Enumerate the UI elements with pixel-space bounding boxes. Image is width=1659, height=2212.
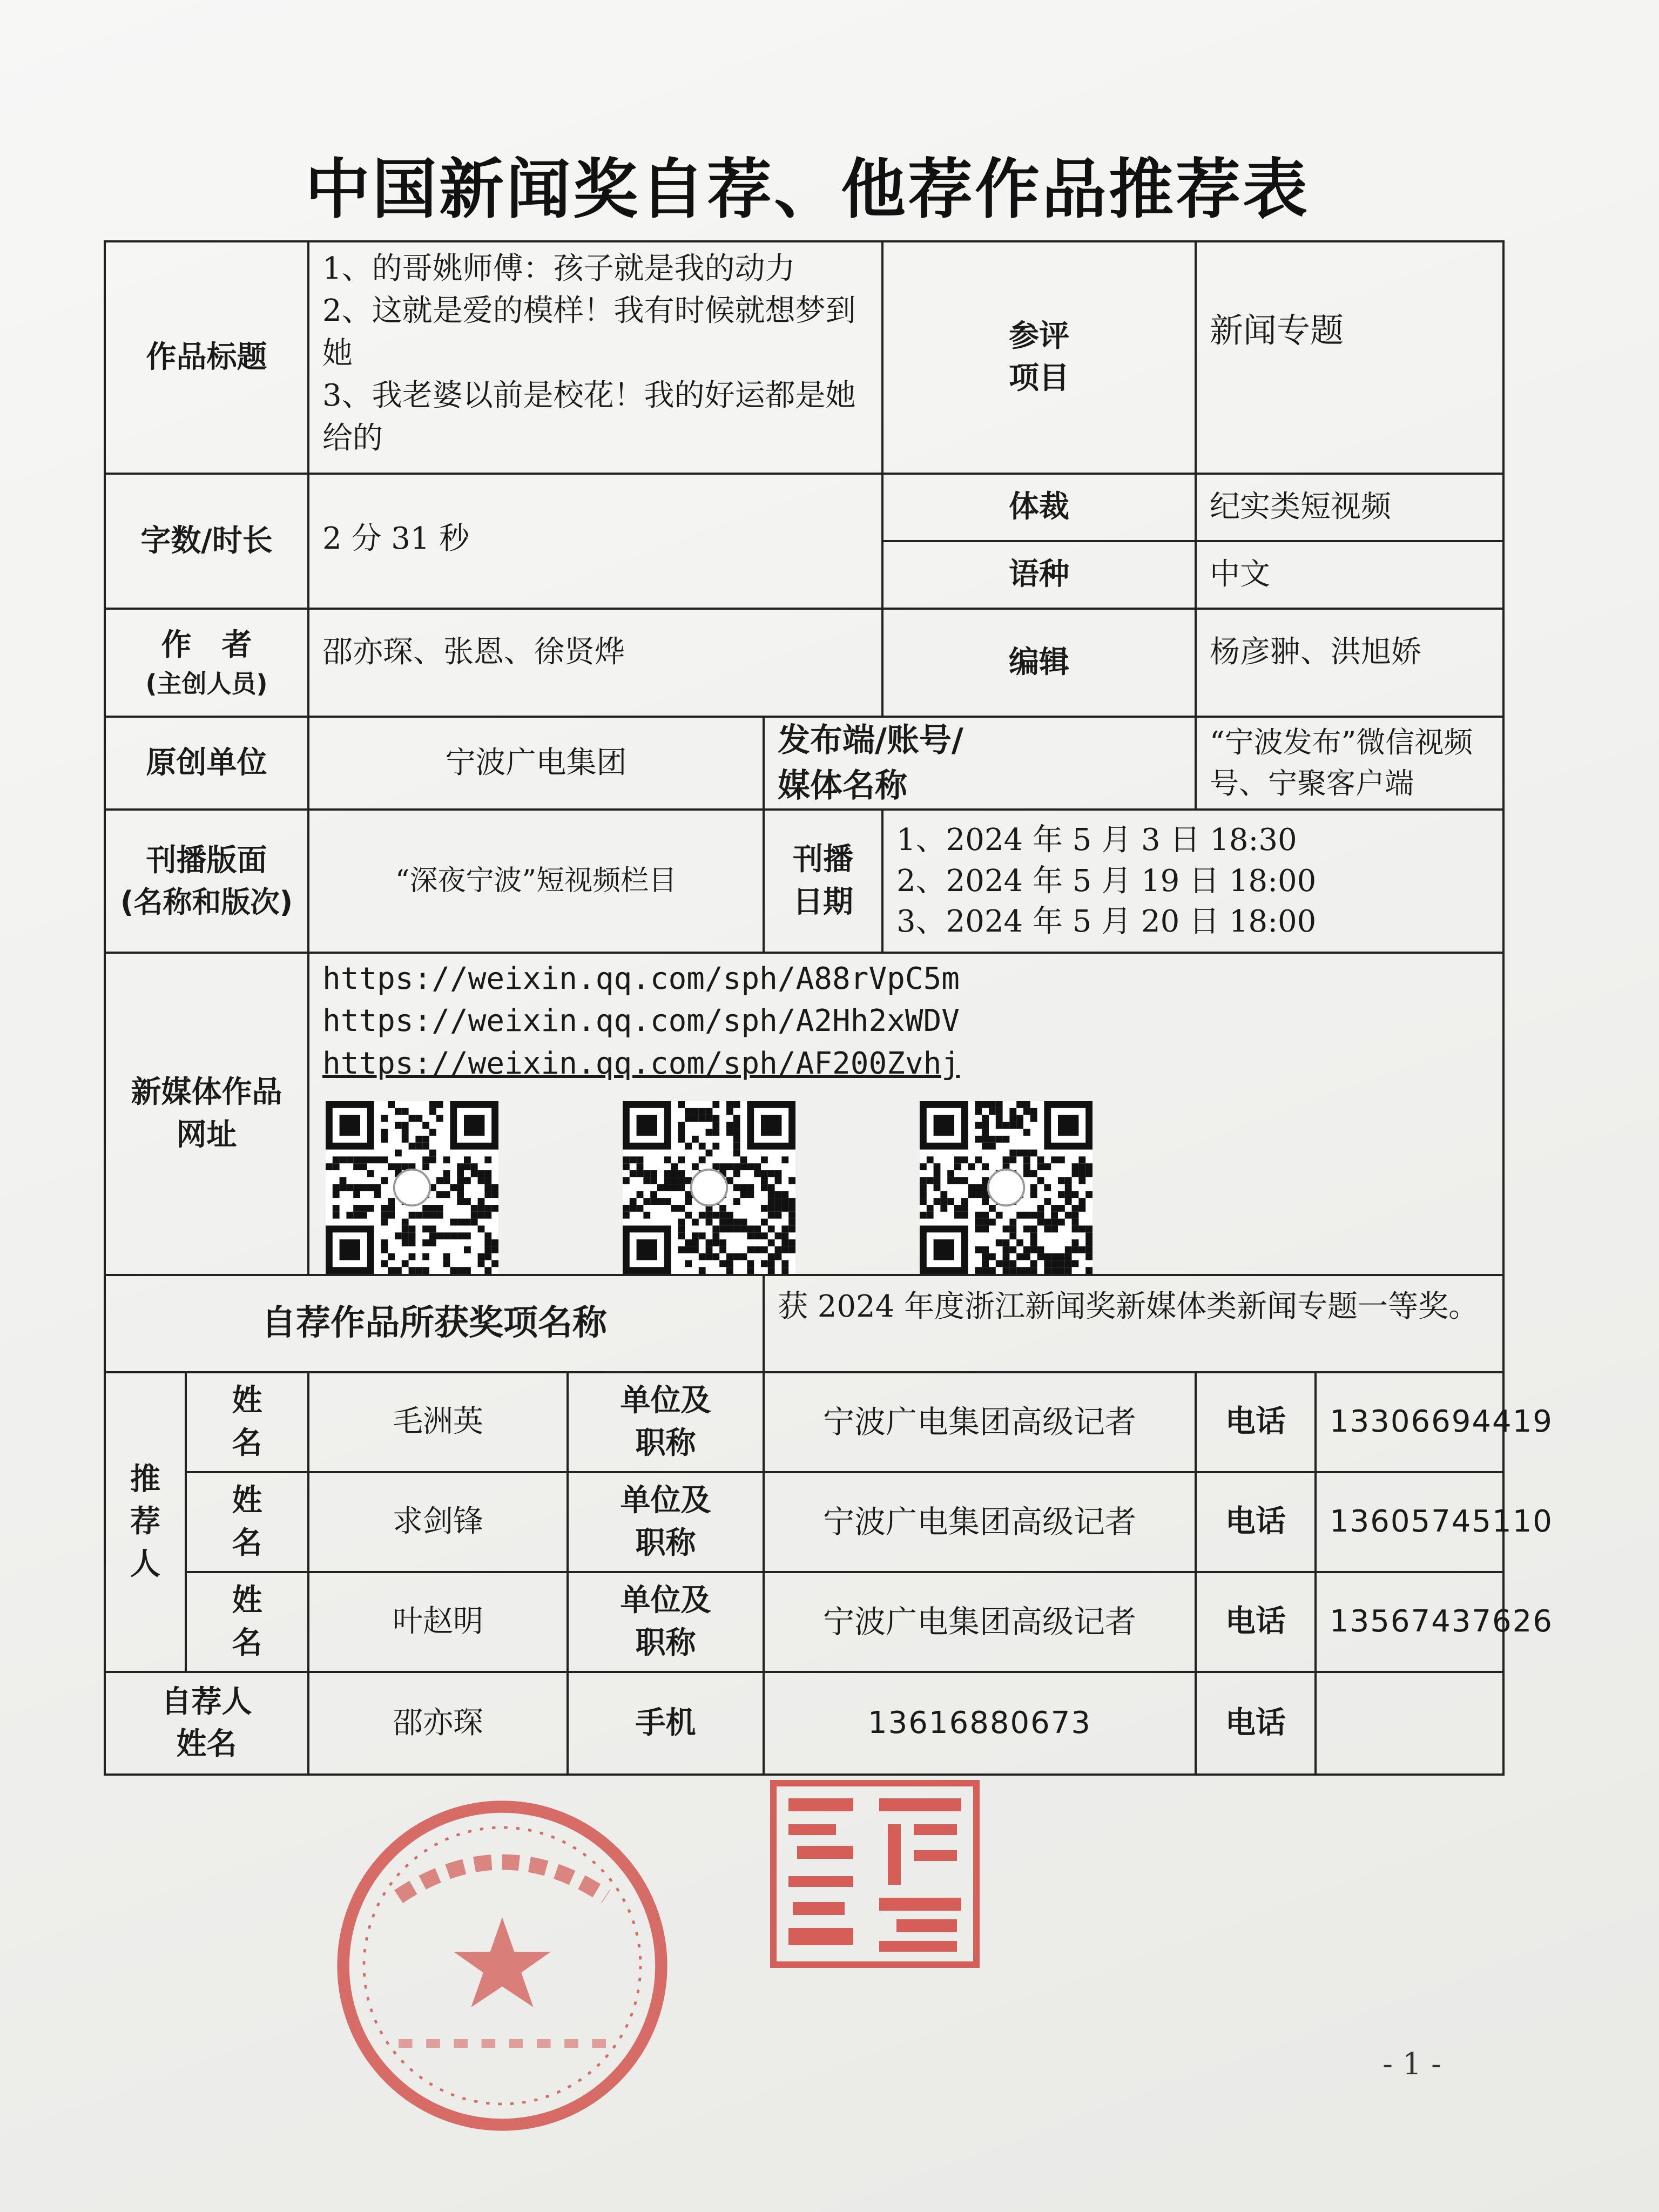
recommender-2-name-label: 姓 名 [186,1472,308,1572]
recommender-3-name-label: 姓 名 [186,1572,308,1672]
author-sublabel: (主创人员) [145,669,268,698]
edition-label: 刊播版面 (名称和版次) [105,810,308,953]
recommender-1-position: 宁波广电集团高级记者 [764,1372,1196,1472]
self-mobile-label: 手机 [568,1672,764,1775]
url-label: 新媒体作品 网址 [105,953,308,1275]
page-number: - 1 - [1382,2047,1442,2082]
pub-date-2: 2、2024 年 5 月 19 日 18:00 [896,863,1317,899]
recommender-1-name: 毛洲英 [308,1372,568,1472]
recommender-3-position-label: 单位及 职称 [568,1572,764,1672]
recommender-3-phone-label: 电话 [1196,1572,1316,1672]
category-label: 参评 项目 [882,241,1196,474]
page-title: 中国新闻奖自荐、他荐作品推荐表 [305,152,1310,227]
recommender-label: 推 荐 人 [105,1372,186,1672]
unit-value: 宁波广电集团 [308,717,764,810]
unit-label: 原创单位 [105,717,308,810]
recommender-1-position-label: 单位及 职称 [568,1372,764,1472]
category-value: 新闻专题 [1196,241,1503,474]
recommender-3-phone: 13567437626 [1316,1572,1503,1672]
round-seal-stamp [329,1793,675,2139]
qr-code-2[interactable] [623,1101,795,1274]
length-value: 2 分 31 秒 [308,474,882,609]
language-label: 语种 [882,541,1196,609]
recommender-3-name: 叶赵明 [308,1572,568,1672]
recommender-1-name-label: 姓 名 [186,1372,308,1472]
recommendation-form [104,240,1553,1776]
recommender-2-position-label: 单位及 职称 [568,1472,764,1572]
self-phone [1316,1672,1503,1775]
qr-code-3[interactable] [920,1101,1092,1274]
self-mobile: 13616880673 [764,1672,1196,1775]
recommender-2-name: 求剑锋 [308,1472,568,1572]
edition-value: “深夜宁波”短视频栏目 [308,810,764,953]
work-title-label: 作品标题 [105,241,308,474]
length-label: 字数/时长 [105,474,308,609]
recommender-1-phone-label: 电话 [1196,1372,1316,1472]
recommender-1-phone: 13306694419 [1316,1372,1503,1472]
pub-date-label: 刊播 日期 [764,810,882,953]
work-title-values [308,241,882,474]
work-title-3: 3、我老婆以前是校花！我的好运都是她给的 [322,378,856,456]
qr-code-row [322,1101,1489,1274]
work-title-1: 1、的哥姚师傅：孩子就是我的动力 [322,251,795,286]
author-label: 作 者 (主创人员) [105,609,308,717]
url-link-1[interactable]: https://weixin.qq.com/sph/A88rVpC5m [322,961,960,996]
urls-cell [308,953,1503,1275]
recommender-2-position: 宁波广电集团高级记者 [764,1472,1196,1572]
qr-code-1[interactable] [326,1101,498,1274]
pub-dates-value [882,810,1503,953]
recommender-2-phone: 13605745110 [1316,1472,1503,1572]
award-label: 自荐作品所获奖项名称 [105,1275,764,1372]
work-title-2: 2、这就是爱的模样！我有时候就想梦到她 [322,293,856,371]
self-phone-label: 电话 [1196,1672,1316,1775]
publisher-label: 发布端/账号/ 媒体名称 [764,717,1196,810]
editor-label: 编辑 [882,609,1196,717]
award-value: 获 2024 年度浙江新闻奖新媒体类新闻专题一等奖。 [764,1275,1503,1372]
square-seal-stamp [767,1777,983,1971]
genre-label: 体裁 [882,474,1196,541]
recommender-2-phone-label: 电话 [1196,1472,1316,1572]
publisher-value: “宁波发布”微信视频号、宁聚客户端 [1196,717,1503,810]
recommender-3-position: 宁波广电集团高级记者 [764,1572,1196,1672]
editors-value: 杨彦翀、洪旭娇 [1196,609,1503,717]
self-name-label: 自荐人 姓名 [105,1672,308,1775]
edition-sublabel: (名称和版次) [120,885,293,919]
authors-value: 邵亦琛、张恩、徐贤烨 [308,609,882,717]
pub-date-3: 3、2024 年 5 月 20 日 18:00 [896,904,1317,940]
genre-value: 纪实类短视频 [1196,474,1503,541]
url-link-2[interactable]: https://weixin.qq.com/sph/A2Hh2xWDV [322,1003,960,1039]
self-name: 邵亦琛 [308,1672,568,1775]
pub-date-1: 1、2024 年 5 月 3 日 18:30 [896,822,1297,858]
url-link-3[interactable]: https://weixin.qq.com/sph/AF200Zvhj [322,1046,960,1081]
language-value: 中文 [1196,541,1503,609]
